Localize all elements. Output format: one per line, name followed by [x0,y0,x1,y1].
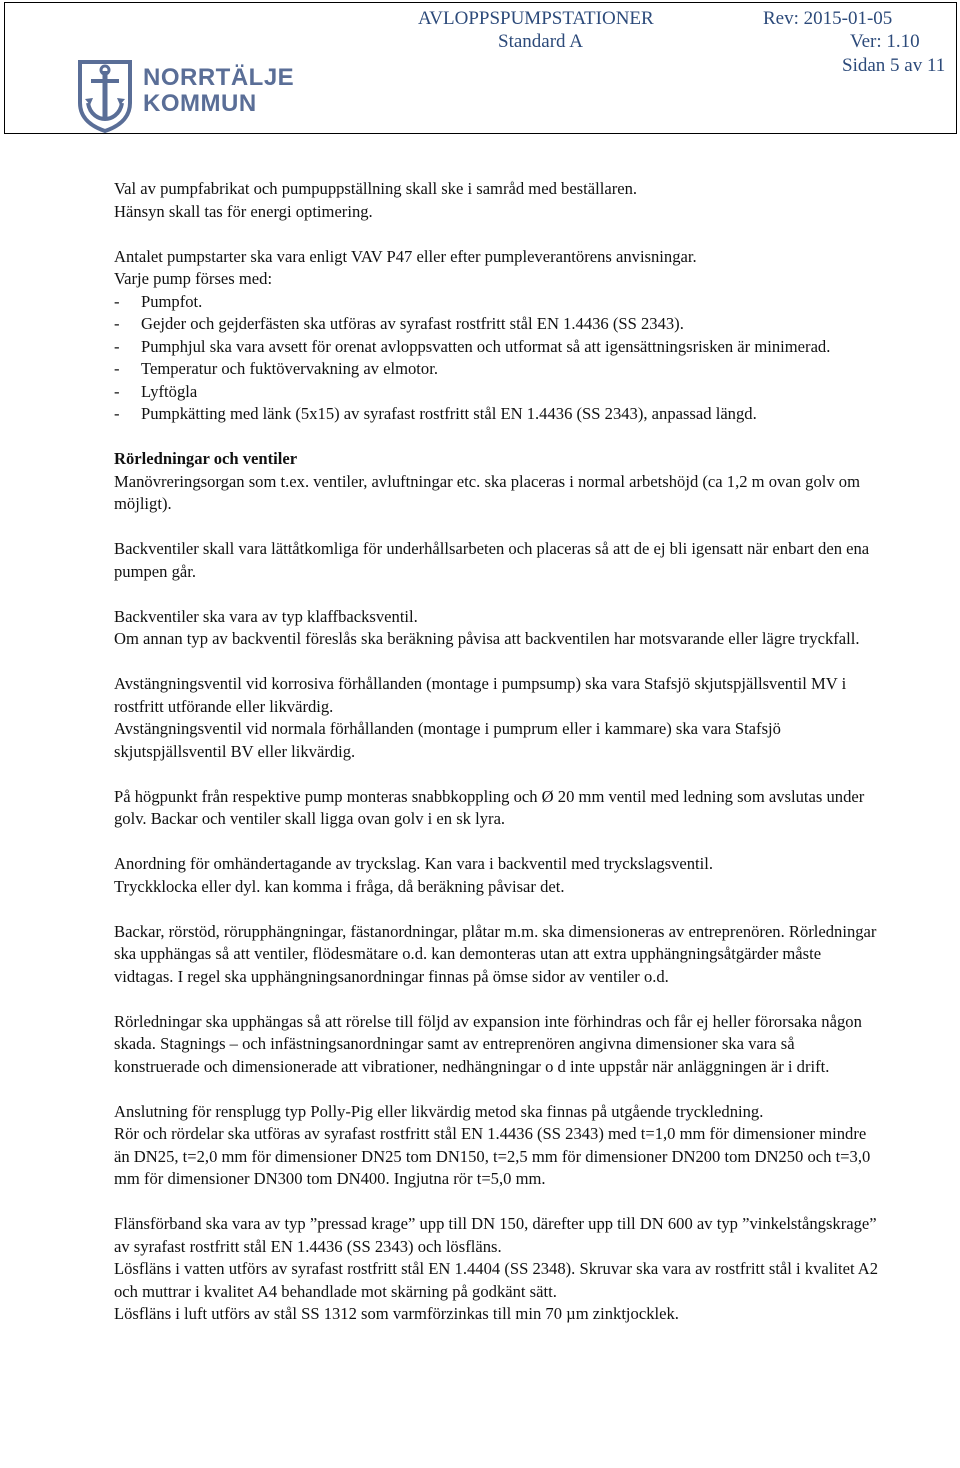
logo-line-1: NORRTÄLJE [143,64,295,91]
paragraph: Manövreringsorgan som t.ex. ventiler, avluftningar etc. ska placeras i normal arbetshöjd (ca 1,2 m ovan golv om möjligt). [114,471,860,513]
paragraph: Backventiler ska vara av typ klaffbacksventil. [114,606,418,626]
paragraph: Avstängningsventil vid korrosiva förhållanden (montage i pumpsump) ska vara Stafsjö skjutspjällsventil MV i rostfritt utförande eller likvärdig. [114,674,847,716]
version-label: Ver: 1.10 [850,31,920,52]
paragraph: Varje pump förses med: [114,269,273,288]
paragraph: Antalet pumpstarter ska vara enligt VAV P47 eller efter pumpleverantörens anvisningar. [114,246,697,266]
paragraph: Anslutning för rensplugg typ Polly-Pig eller likvärdig metod ska finnas på utgående tryckledning. [114,1101,764,1121]
list-item: - Pumpkätting med länk (5x15) av syrafast rostfritt stål EN 1.4436 (SS 2343), anpassad längd. [114,404,757,423]
logo-area [5,3,405,133]
paragraph: Backar, rörstöd, rörupphängningar, fästanordningar, plåtar m.m. ska dimensioneras av entreprenören. Rörledningar ska upphängas så att ventiler, flödesmätare o.d. kan demonteras utan att extra upphängningsåtgärder måste vidtagas. I regel ska upphängningsanordningar finnas på ömse sidor av ventiler o.d. [114,921,877,986]
list-item: - Temperatur och fuktövervakning av elmotor. [114,359,438,378]
logo-line-2: KOMMUN [143,90,257,117]
page-header [4,2,957,134]
list-item: - Pumpfot. [114,291,203,311]
paragraph: Rörledningar ska upphängas så att rörelse till följd av expansion inte förhindras och får ej heller förorsaka någon skada. Stagnings – och infästningsanordningar samt av entreprenören angivna dimensioner ska vara så konstruerade och dimensionerade att vibrationer, nedhängningar o d inte uppstår när anläggningen är i drift. [114,1011,862,1076]
logo-wordmark [143,65,294,117]
paragraph: Tryckklocka eller dyl. kan komma i fråga, då beräkning påvisar det. [114,876,565,896]
section-heading: Rörledningar och ventiler [114,449,298,468]
paragraph: Anordning för omhändertagande av tryckslag. Kan vara i backventil med tryckslagsventil. [114,854,714,873]
paragraph: Flänsförband ska vara av typ ”pressad krage” upp till DN 150, därefter upp till DN 600 av typ ”vinkelstångskrage” av syrafast rostfritt stål EN 1.4436 (SS 2343) och lösfläns. [114,1214,877,1256]
list-item: - Gejder och gejderfästen ska utföras av syrafast rostfritt stål EN 1.4436 (SS 2343). [114,314,684,333]
paragraph: Val av pumpfabrikat och pumpuppställning skall ske i samråd med beställaren. [114,179,638,198]
revision-date: Rev: 2015-01-05 [763,8,893,29]
page-number: Sidan 5 av 11 [842,55,946,76]
paragraph: Avstängningsventil vid normala förhållanden (montage i pumprum eller i kammare) ska vara Stafsjö skjutspjällsventil BV eller likvärdig. [114,719,781,761]
paragraph: På högpunkt från respektive pump monteras snabbkoppling och Ø 20 mm ventil med ledning som avslutas under golv. Backar och ventiler skall ligga ovan golv i en sk lyra. [114,786,865,828]
paragraph: Lösfläns i luft utförs av stål SS 1312 som varmförzinkas till min 70 µm zinktjocklek. [114,1304,679,1323]
list-item: - Lyftögla [114,381,198,401]
paragraph: Backventiler skall vara lättåtkomliga för underhållsarbeten och placeras så att de ej bli igensatt när enbart den ena pumpen går. [114,539,870,581]
paragraph: Om annan typ av backventil föreslås ska beräkning påvisa att backventilen har motsvarande eller lägre tryckfall. [114,629,860,648]
bullet-list [114,291,884,426]
document-body [114,178,884,1326]
document-title: AVLOPPSPUMPSTATIONER [418,8,654,29]
paragraph: Lösfläns i vatten utförs av syrafast rostfritt stål EN 1.4404 (SS 2348). Skruvar ska vara av rostfritt stål i kvalitet A2 och muttrar i kvalitet A4 behandlade mot skärning på godkänt sätt. [114,1259,879,1301]
standard-label: Standard A [498,31,583,52]
paragraph: Hänsyn skall tas för energi optimering. [114,201,373,221]
paragraph: Rör och rördelar ska utföras av syrafast rostfritt stål EN 1.4436 (SS 2343) med t=1,0 mm för dimensioner mindre än DN25, t=2,0 mm för dimensioner DN25 tom DN150, t=2,5 mm för dimensioner DN200 tom DN250 och t=3,0 mm för dimensioner DN300 tom DN400. Ingjutna rör t=5,0 mm. [114,1124,871,1188]
coat-of-arms-icon [77,59,133,133]
list-item: - Pumphjul ska vara avsett för orenat avloppsvatten och utformat så att igensättningsrisken är minimerad. [114,336,831,356]
